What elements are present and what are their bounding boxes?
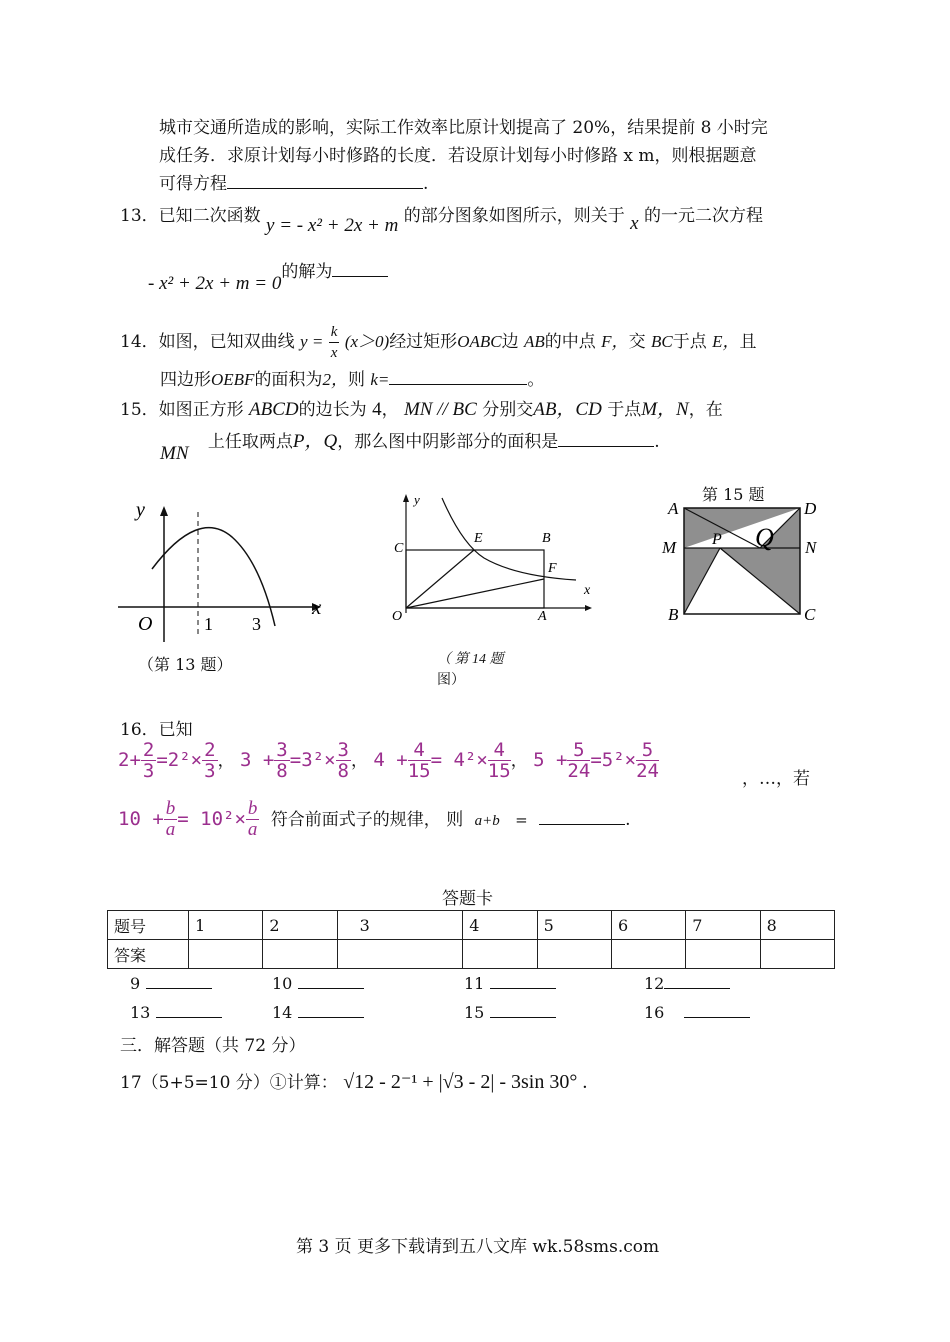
answer-card-header: 题号 <box>108 911 189 940</box>
answer-cell[interactable] <box>611 940 685 969</box>
q16-intro: 16．已知 <box>120 720 193 740</box>
fig13-parabola <box>152 528 275 626</box>
q16-examples: 2+ $\frac{2}{3}$ =2²× $\frac{2}{3}$ ， 3 + $\frac{3}{8}$ =3²× $\frac{3}{8}$ ， 4 + $\frac{4}{15}$ = 4²× $\frac{4}{15}$ ， 5 + $\frac{5}{24}$ =5²× $\frac{5}{24}$ <box>118 739 659 782</box>
q16-ellipsis: ，…，若 <box>742 769 810 789</box>
q12-line3: 可得方程 . <box>159 174 429 194</box>
fig13-origin: O <box>138 613 153 635</box>
q16-blank[interactable] <box>539 824 625 825</box>
q12-blank[interactable] <box>227 188 423 189</box>
q12-prefix: 可得方程 <box>159 174 227 194</box>
fig14-label-F: F <box>548 561 557 576</box>
q16-example-2: 3 + $\frac{3}{8}$ =3²× $\frac{3}{8}$ <box>239 739 349 782</box>
page-footer: 第 3 页 更多下载请到五八文库 wk.58sms.com <box>296 1237 660 1257</box>
answer-cell[interactable] <box>263 940 337 969</box>
q15-line1: 15．如图正方形 ABCD的边长为 4， MN // BC 分别交AB，CD 于点M，N，在 <box>120 399 723 420</box>
fill-9[interactable]: 9 <box>130 974 212 993</box>
answer-card-col: 8 <box>760 911 834 940</box>
answer-card-col: 2 <box>263 911 337 940</box>
fig13-x-label: x <box>312 595 322 619</box>
q16-example-3: 4 + $\frac{4}{15}$ = 4²× $\frac{4}{15}$ <box>373 739 511 782</box>
answer-card-col: 1 <box>189 911 263 940</box>
answer-card-header: 答案 <box>108 940 189 969</box>
figure-15 <box>660 494 830 632</box>
figure-13 <box>112 492 332 652</box>
fig13-tick-1: 1 <box>204 614 213 634</box>
fig13-y-arrow <box>160 506 168 516</box>
q12-line2: 成任务．求原计划每小时修路的长度．若设原计划每小时修路 x m，则根据题意 <box>159 146 757 166</box>
answer-cell[interactable] <box>337 940 463 969</box>
fig14-label-B: B <box>542 531 551 546</box>
fig14-x-label: x <box>584 583 591 598</box>
q14-line2: 四边形OEBF的面积为2，则 k= 。 <box>160 370 545 390</box>
fig14-segment-OF <box>406 579 544 608</box>
answer-card-table <box>107 910 835 969</box>
q16-target-expression: 10 + $\frac{b}{a}$ = 10²× $\frac{b}{a}$ <box>118 798 258 840</box>
answer-cell[interactable] <box>686 940 760 969</box>
fig15-label-P: P <box>712 531 722 548</box>
fig15-label-Q: Q <box>755 523 774 552</box>
q17-line: 17（5+5=10 分）①计算： √12 - 2⁻¹ + |√3 - 2| - 3sin 30° . <box>120 1071 588 1093</box>
fig14-rectangle-OABC <box>406 550 544 608</box>
answer-card-col: 4 <box>463 911 537 940</box>
fig15-label-A: A <box>668 499 679 518</box>
answer-cell[interactable] <box>463 940 537 969</box>
q14-fraction: $\frac{k}{x}$ <box>330 324 338 361</box>
fill-15[interactable]: 15 <box>464 1003 556 1022</box>
q13-equation: - x² + 2x + m = 0 <box>148 273 282 294</box>
q13-line2: - x² + 2x + m = 0的解为 <box>148 258 388 286</box>
fig15-label-B: B <box>668 605 679 624</box>
answer-card-title: 答题卡 <box>442 889 493 909</box>
fig14-label-A: A <box>538 609 547 624</box>
answer-card-col: 3 <box>337 911 463 940</box>
fig13-caption: （第 13 题） <box>138 655 233 674</box>
fig14-caption: （ 第 14 题 图） <box>437 652 504 688</box>
q15-blank[interactable] <box>558 446 654 447</box>
q16-line3: 10 + $\frac{b}{a}$ = 10²× $\frac{b}{a}$ 符合前面式子的规律， 则 a+b = . <box>118 798 631 840</box>
fill-12[interactable]: 12 <box>644 974 730 993</box>
answer-card-col: 7 <box>686 911 760 940</box>
answer-cell[interactable] <box>189 940 263 969</box>
fig13-tick-3: 3 <box>252 614 261 634</box>
q14-blank[interactable] <box>389 384 527 385</box>
q16-example-1: 2+ $\frac{2}{3}$ =2²× $\frac{2}{3}$ <box>118 739 216 782</box>
figure-14 <box>380 488 600 628</box>
fill-10[interactable]: 10 <box>272 974 364 993</box>
fig14-segment-OE <box>406 550 474 608</box>
fig14-label-C: C <box>394 541 404 556</box>
fig14-y-label: y <box>414 492 420 507</box>
fill-14[interactable]: 14 <box>272 1003 364 1022</box>
q13-blank[interactable] <box>332 276 388 277</box>
fig15-label-M: M <box>662 538 677 557</box>
answer-card-col: 5 <box>537 911 611 940</box>
q16-example-4: 5 + $\frac{5}{24}$ =5²× $\frac{5}{24}$ <box>533 739 659 782</box>
fig14-x-arrow <box>585 605 592 611</box>
fig15-title: 第 15 题 <box>702 485 765 504</box>
q13-line1: 13．已知二次函数 y = - x² + 2x + m 的部分图象如图所示，则关于 x 的一元二次方程 <box>120 206 763 236</box>
table-row <box>108 940 835 969</box>
fill-16[interactable]: 16 <box>644 1003 750 1022</box>
q14-line1: 14．如图，已知双曲线 y = $\frac{k}{x}$ (x＞0)经过矩形OABC边 AB的中点 F，交 BC于点 E，且 <box>120 324 757 361</box>
fill-13[interactable]: 13 <box>130 1003 222 1022</box>
fig13-y-label: y <box>136 499 145 521</box>
table-row <box>108 911 835 940</box>
fig15-label-C: C <box>804 605 816 624</box>
q12-line1: 城市交通所造成的影响，实际工作效率比原计划提高了 20%，结果提前 8 小时完 <box>159 118 768 138</box>
fig14-label-O: O <box>392 609 403 624</box>
fig14-label-E: E <box>474 531 483 546</box>
fig14-y-arrow <box>403 494 409 502</box>
q17-expression: √12 - 2⁻¹ + |√3 - 2| - 3sin 30° . <box>343 1071 588 1093</box>
fig15-label-D: D <box>804 499 817 518</box>
section-3-heading: 三．解答题（共 72 分） <box>120 1036 306 1056</box>
fig15-label-N: N <box>805 538 817 557</box>
q13-function: y = - x² + 2x + m <box>266 215 399 236</box>
fill-11[interactable]: 11 <box>464 974 556 993</box>
answer-cell[interactable] <box>537 940 611 969</box>
answer-cell[interactable] <box>760 940 834 969</box>
q15-line2: MN 上任取两点P，Q，那么图中阴影部分的面积是 . <box>160 431 660 464</box>
answer-card-col: 6 <box>611 911 685 940</box>
